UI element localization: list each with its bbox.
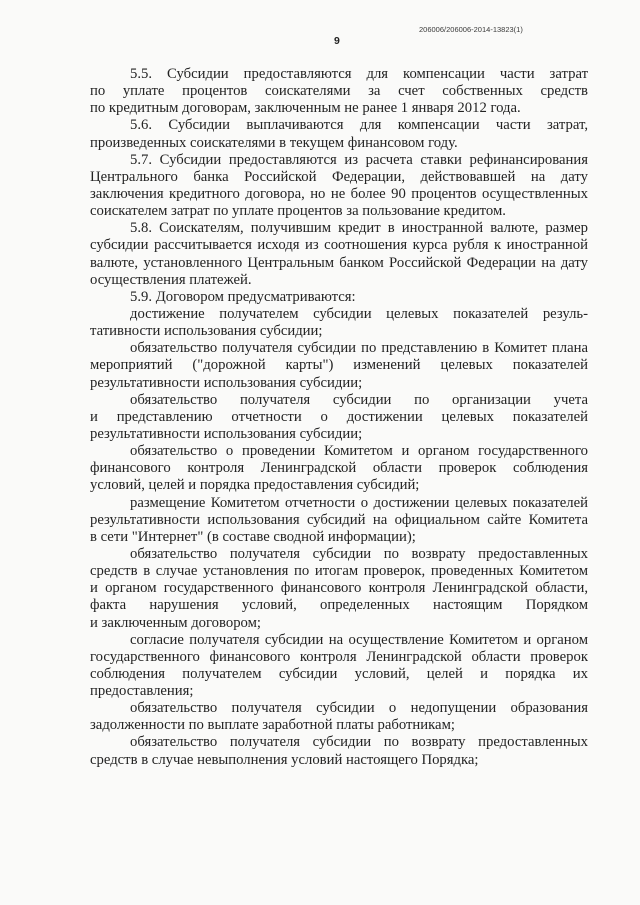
paragraph-line: по кредитным договорам, заключенным не ранее 1 января 2012 года. [90,100,521,117]
paragraph-line: соблюдения получателем субсидии условий, целей и порядка их [90,665,588,682]
paragraph-line: осуществления платежей. [90,271,252,288]
paragraph-line: 5.6. Субсидии выплачиваются для компенсации части затрат, [130,117,588,134]
paragraph-line: достижение получателем субсидии целевых показателей резуль- [130,305,588,322]
paragraph-line: 5.7. Субсидии предоставляются из расчета ставки рефинансирования [130,151,588,168]
paragraph-line: факта нарушения условий, определенных настоящим Порядком [90,597,588,614]
term-no-wage-arrears [90,700,588,734]
paragraph-line: и органом государственного финансового контроля Ленинградской области, [90,580,588,597]
term-inspection-consent [90,632,588,701]
term-refund-on-violation [90,546,588,632]
paragraph-line: средств в случае невыполнения условий настоящего Порядка; [90,751,479,768]
paragraph-line: условий, целей и порядка предоставления субсидий; [90,477,420,494]
paragraph-line: размещение Комитетом отчетности о достижении целевых показателей [130,494,588,511]
paragraph-line: субсидии рассчитывается исходя из соотношения курса рубля к иностранной [90,237,588,254]
paragraph-line: 5.9. Договором предусматриваются: [130,288,356,305]
term-reporting-obligation [90,392,588,443]
term-roadmap-obligation [90,340,588,391]
paragraph-line: результативности использования субсидии; [90,425,363,442]
paragraph-line: 5.5. Субсидии предоставляются для компенсации части затрат [130,66,588,82]
paragraph-line: средств в случае установления по итогам проверок, проведенных Комитетом [90,563,588,580]
document-body [90,66,588,769]
paragraph-line: обязательство получателя субсидии о недопущении образования [130,700,588,717]
paragraph-line: и представлению отчетности о достижении целевых показателей [90,408,588,425]
clause-5-9 [90,289,588,306]
clause-5-6 [90,117,588,151]
paragraph-line: 5.8. Соискателям, получившим кредит в иностранной валюте, размер [130,220,588,237]
paragraph-line: результативности использования субсидии; [90,374,363,391]
paragraph-line: результативности использования субсидий на официальном сайте Комитета [90,511,588,528]
paragraph-line: в сети "Интернет" (в составе сводной информации); [90,528,416,545]
paragraph-line: финансового контроля Ленинградской области проверок соблюдения [90,460,588,477]
clause-5-8 [90,220,588,289]
paragraph-line: задолженности по выплате заработной платы работникам; [90,717,455,734]
page-number: 9 [334,35,340,47]
clause-5-7 [90,152,588,221]
clause-5-5 [90,66,588,117]
paragraph-line: мероприятий ("дорожной карты") изменений целевых показателей [90,357,588,374]
paragraph-line: согласие получателя субсидии на осуществление Комитетом и органом [130,631,588,648]
paragraph-line: соискателем затрат по уплате процентов за пользование кредитом. [90,203,506,220]
document-code: 206006/206006-2014-13823(1) [419,25,523,34]
term-achieving-indicators [90,306,588,340]
paragraph-line: государственного финансового контроля Ленинградской области проверок [90,648,588,665]
paragraph-line: и заключенным договором; [90,614,261,631]
paragraph-line: Центрального банка Российской Федерации, действовавшей на дату [90,168,588,185]
paragraph-line: произведенных соискателями в текущем финансовом году. [90,134,458,151]
paragraph-line: заключения кредитного договора, но не более 90 процентов осуществленных [90,185,588,202]
term-inspection-obligation [90,443,588,494]
paragraph-line: обязательство получателя субсидии по организации учета [130,391,588,408]
paragraph-line: предоставления; [90,683,194,700]
paragraph-line: обязательство получателя субсидии по возврату предоставленных [130,734,588,751]
paragraph-line: валюте, установленного Центральным банком Российской Федерации на дату [90,254,588,271]
paragraph-line: тативности использования субсидии; [90,323,323,340]
paragraph-line: обязательство о проведении Комитетом и органом государственного [130,443,588,460]
term-refund-on-noncompliance [90,734,588,768]
paragraph-line: обязательство получателя субсидии по представлению в Комитет плана [130,340,588,357]
paragraph-line: по уплате процентов соискателями за счет собственных средств [90,83,588,100]
paragraph-line: обязательство получателя субсидии по возврату предоставленных [130,545,588,562]
term-report-publication [90,495,588,546]
